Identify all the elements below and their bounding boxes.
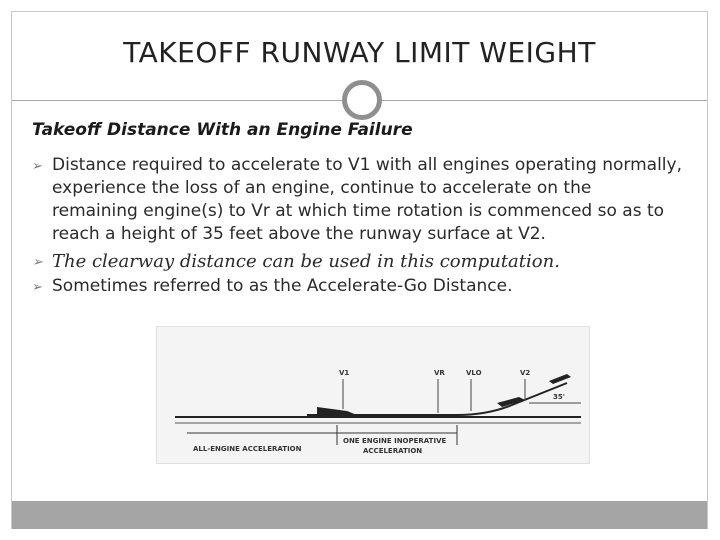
aircraft-climb-icon [549, 374, 571, 384]
segment-right-label-2: ACCELERATION [363, 447, 423, 455]
arrow-icon: ➢ [32, 280, 43, 295]
slide-frame [11, 11, 708, 529]
vr-label: VR [434, 369, 445, 377]
bullet-item [32, 154, 682, 246]
bullet-text: Sometimes referred to as the Accelerate-Go Distance. [52, 276, 513, 296]
v2-label: V2 [520, 369, 531, 377]
bullet-text: The clearway distance can be used in this computation. [52, 251, 560, 272]
ring-decoration-icon [342, 80, 382, 120]
vlo-label: VLO [466, 369, 482, 377]
flight-path [307, 383, 567, 415]
bullet-item [32, 275, 682, 298]
aircraft-ground-icon [317, 407, 357, 415]
bottom-bar [12, 501, 707, 529]
bullet-list [32, 154, 682, 298]
segment-left-label: ALL-ENGINE ACCELERATION [193, 445, 302, 453]
takeoff-diagram [156, 326, 590, 464]
bullet-item [32, 250, 682, 273]
segment-right-label-1: ONE ENGINE INOPERATIVE [343, 437, 447, 445]
v1-label: V1 [339, 369, 350, 377]
height-label: 35' [553, 393, 565, 401]
takeoff-diagram-svg [157, 327, 589, 463]
slide-title: TAKEOFF RUNWAY LIMIT WEIGHT [123, 36, 596, 69]
bullet-text: Distance required to accelerate to V1 with all engines operating normally, experience the loss of an engine, continue to accelerate on the remaining engine(s) to Vr at which time rotation is commenced so as to reach a height of 35 feet above the runway surface at V2. [52, 155, 682, 244]
subheading: Takeoff Distance With an Engine Failure [32, 120, 413, 140]
arrow-icon: ➢ [32, 255, 43, 270]
arrow-icon: ➢ [32, 159, 43, 174]
